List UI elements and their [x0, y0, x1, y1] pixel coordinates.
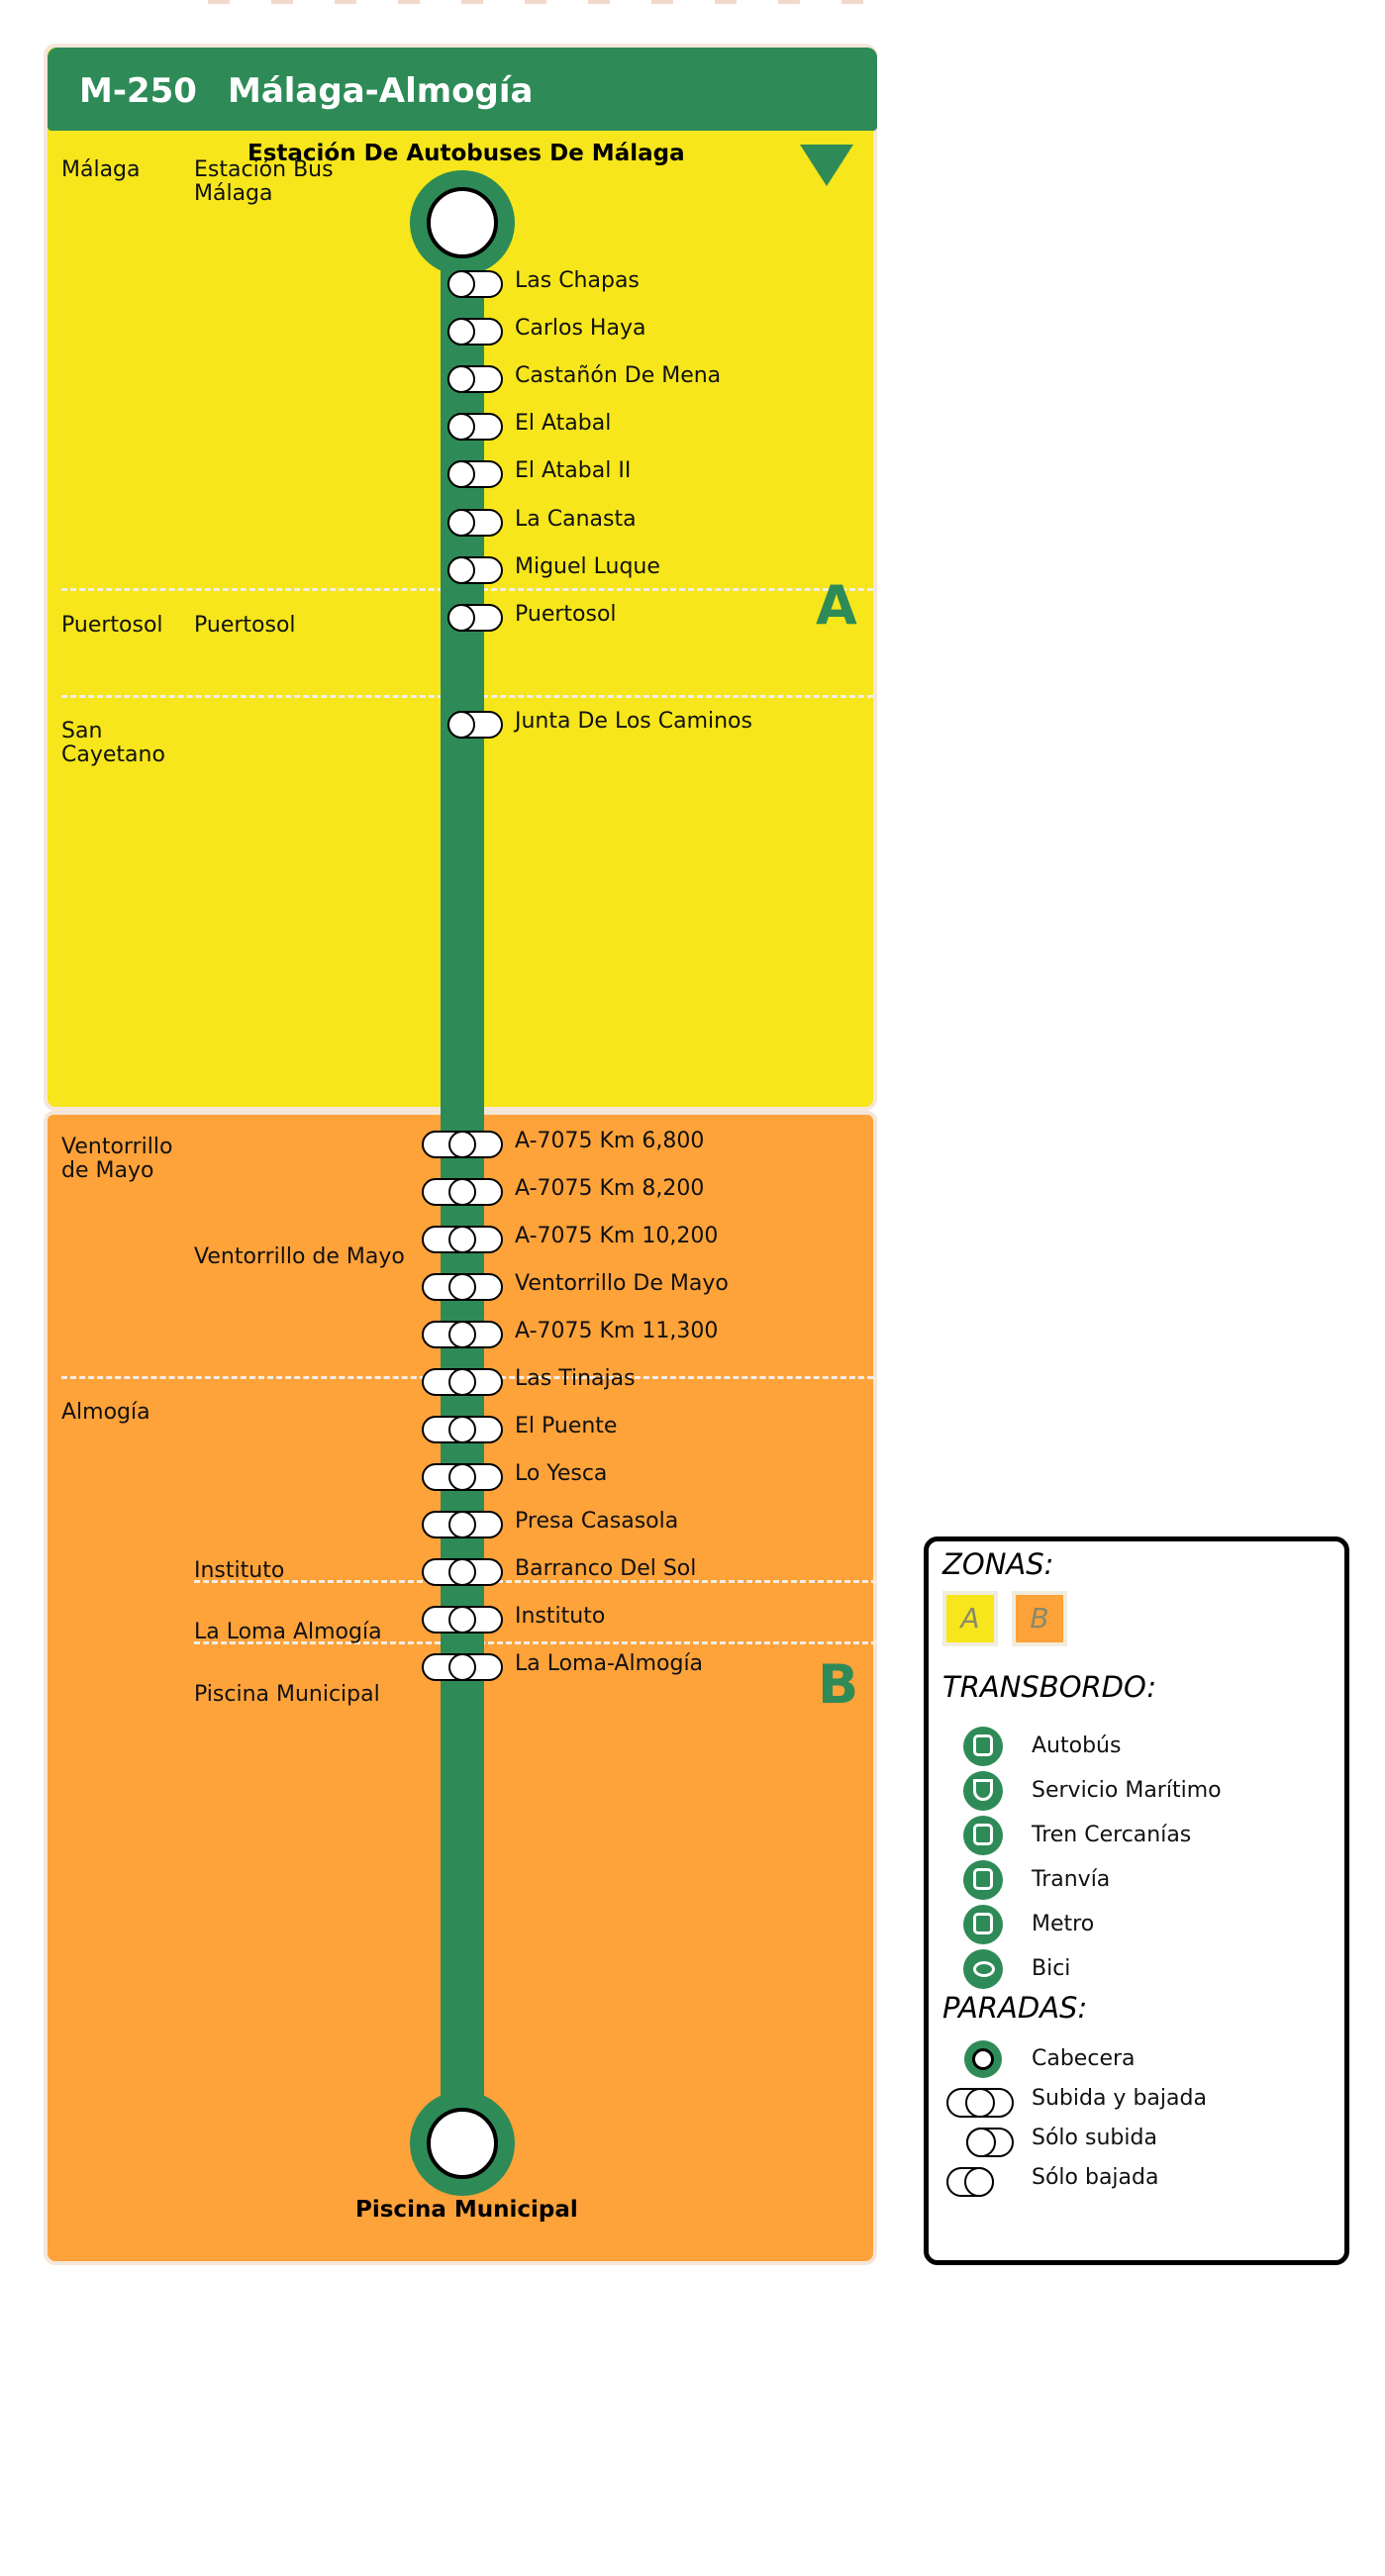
municipality-label: Puertosol: [61, 613, 163, 638]
area-label: Ventorrillo de Mayo: [194, 1244, 405, 1269]
stop-marker: [0, 1511, 891, 1538]
legend-stop-label: Sólo bajada: [1032, 2165, 1159, 2190]
stop-name: Las Tinajas: [515, 1366, 636, 1391]
stop-marker: [0, 604, 891, 632]
legend-transfer-label: Bici: [1032, 1956, 1071, 1981]
area-label: Estación Bus Málaga: [194, 157, 334, 206]
area-label: Piscina Municipal: [194, 1682, 380, 1707]
ferry-icon: [963, 1771, 1003, 1811]
municipality-label: San Cayetano: [61, 719, 165, 767]
stop-marker: [0, 1416, 891, 1443]
stop-marker: [0, 1606, 891, 1634]
municipality-label: Málaga: [61, 157, 141, 182]
origin-terminal-label: Estación De Autobuses De Málaga: [247, 141, 685, 166]
destination-terminal: [410, 2091, 515, 2196]
metro-icon: [963, 1905, 1003, 1944]
direction-arrow-icon: [800, 145, 853, 186]
origin-terminal: [410, 170, 515, 275]
stop-name: El Puente: [515, 1414, 618, 1438]
board-alight-stop-icon: [946, 2088, 1014, 2118]
stop-marker: [0, 270, 891, 298]
stop-name: Carlos Haya: [515, 316, 646, 341]
stop-marker: [0, 1653, 891, 1681]
stop-marker: [0, 1226, 891, 1253]
zone-a-letter: A: [816, 574, 857, 637]
legend-stops-title: PARADAS:: [942, 1991, 1088, 2025]
legend-transfer-label: Metro: [1032, 1912, 1095, 1936]
stop-name: Ventorrillo De Mayo: [515, 1271, 729, 1296]
area-label: La Loma Almogía: [194, 1620, 382, 1644]
destination-terminal-label: Piscina Municipal: [355, 2197, 578, 2223]
stop-name: Las Chapas: [515, 268, 640, 293]
bike-icon: [963, 1949, 1003, 1989]
stop-name: Instituto: [515, 1604, 606, 1629]
route-code: M-250: [79, 71, 197, 111]
stop-marker: [0, 711, 891, 739]
route-header: [48, 48, 877, 131]
stop-name: Presa Casasola: [515, 1509, 679, 1534]
stop-marker: [0, 1368, 891, 1396]
stop-marker: [0, 318, 891, 346]
stop-name: La Loma-Almogía: [515, 1651, 704, 1676]
stop-name: Castañón De Mena: [515, 363, 722, 388]
stop-marker: [0, 365, 891, 393]
stop-name: La Canasta: [515, 507, 637, 532]
stop-marker: [0, 1321, 891, 1348]
legend-zone-b-chip: B: [1012, 1591, 1067, 1646]
legend-transfer-label: Autobús: [1032, 1734, 1122, 1758]
area-label: Instituto: [194, 1558, 285, 1583]
stop-marker: [0, 413, 891, 441]
municipality-label: Almogía: [61, 1400, 150, 1425]
route-name: Málaga-Almogía: [228, 71, 534, 111]
boarding-only-stop-icon: [966, 2128, 1014, 2157]
stop-marker: [0, 1131, 891, 1158]
legend-transfer-label: Servicio Marítimo: [1032, 1778, 1222, 1803]
legend-box: [924, 1536, 1349, 2265]
legend-transfer-label: Tranvía: [1032, 1867, 1111, 1892]
stop-marker: [0, 1558, 891, 1586]
legend-stop-label: Sólo subida: [1032, 2126, 1157, 2150]
alighting-only-stop-icon: [946, 2167, 994, 2197]
top-decoration: [208, 0, 881, 4]
stop-name: Junta De Los Caminos: [515, 709, 752, 734]
stop-name: A-7075 Km 6,800: [515, 1129, 705, 1153]
stop-marker: [0, 460, 891, 488]
stop-name: A-7075 Km 11,300: [515, 1319, 719, 1343]
legend-transfer-label: Tren Cercanías: [1032, 1823, 1192, 1847]
stop-name: El Atabal: [515, 411, 612, 436]
legend-stop-label: Subida y bajada: [1032, 2086, 1207, 2111]
stop-name: Lo Yesca: [515, 1461, 608, 1486]
stop-name: A-7075 Km 10,200: [515, 1224, 719, 1248]
zone-b-letter: B: [818, 1653, 859, 1716]
municipality-label: Ventorrillo de Mayo: [61, 1135, 173, 1183]
stop-name: Puertosol: [515, 602, 617, 627]
legend-transfer-title: TRANSBORDO:: [942, 1670, 1157, 1704]
train-icon: [963, 1816, 1003, 1855]
stop-name: Miguel Luque: [515, 554, 660, 579]
bus-icon: [963, 1727, 1003, 1766]
stop-marker: [0, 1178, 891, 1206]
tram-icon: [963, 1860, 1003, 1900]
stop-name: A-7075 Km 8,200: [515, 1176, 705, 1201]
stop-name: Barranco Del Sol: [515, 1556, 697, 1581]
stop-marker: [0, 509, 891, 537]
stop-marker: [0, 556, 891, 584]
stop-name: El Atabal II: [515, 458, 632, 483]
stop-marker: [0, 1463, 891, 1491]
terminal-stop-icon: [964, 2040, 1002, 2078]
legend-stop-label: Cabecera: [1032, 2046, 1136, 2071]
legend-zone-a-chip: A: [942, 1591, 998, 1646]
area-label: Puertosol: [194, 613, 296, 638]
stop-marker: [0, 1273, 891, 1301]
legend-zones-title: ZONAS:: [942, 1547, 1054, 1581]
